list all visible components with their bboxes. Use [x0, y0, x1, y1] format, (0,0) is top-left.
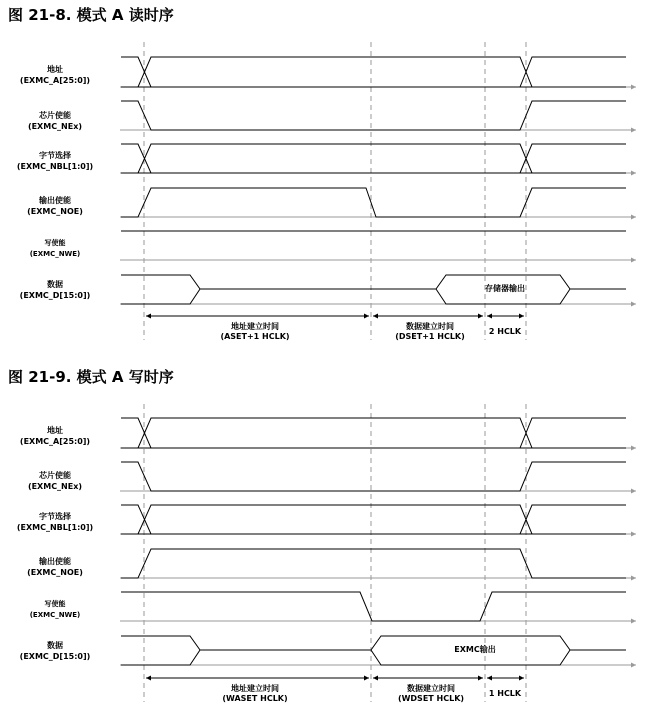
signal-name: 写使能	[44, 600, 66, 608]
signal-pin: (EXMC_NWE)	[29, 611, 81, 619]
signal-pin: (EXMC_D[15:0])	[19, 291, 91, 300]
timing-label-line: 数据建立时间	[407, 684, 455, 693]
waveform-byte-select	[121, 144, 626, 173]
signal-pin: (EXMC_NEx)	[27, 122, 83, 131]
baseline-arrows	[120, 448, 636, 665]
signal-pin: (EXMC_D[15:0])	[19, 652, 91, 661]
timing-label-line: 地址建立时间	[231, 322, 279, 331]
waveform-data	[121, 636, 626, 665]
waveform-chip-enable	[121, 101, 626, 130]
timing-label-hclk-1: 2 HCLK	[488, 327, 522, 336]
waveform-byte-select	[121, 505, 626, 534]
waveform-write-enable	[121, 592, 626, 621]
time-markers	[144, 404, 526, 702]
timing-label-line: (ASET+1 HCLK)	[220, 332, 290, 341]
timing-label-hclk-2: 1 HCLK	[488, 689, 522, 698]
waveform-address	[121, 57, 626, 87]
timing-label-line: (WASET HCLK)	[222, 694, 288, 703]
signal-pin: (EXMC_NOE)	[27, 207, 83, 216]
signal-pin: (EXMC_NOE)	[27, 568, 83, 577]
timing-label-line: 地址建立时间	[231, 684, 279, 693]
signal-pin: (EXMC_NWE)	[29, 250, 81, 258]
waveform-address	[121, 418, 626, 448]
signal-name: 芯片使能	[39, 471, 71, 480]
signal-name: 地址	[47, 65, 63, 74]
signal-name: 字节选择	[39, 151, 71, 160]
waveform-output-enable	[121, 188, 626, 217]
baseline-arrows	[120, 87, 636, 304]
signal-name: 输出使能	[39, 196, 71, 205]
signal-pin: (EXMC_A[25:0])	[19, 76, 91, 85]
timing-label-line: (DSET+1 HCLK)	[395, 332, 465, 341]
signal-pin: (EXMC_NBL[1:0])	[16, 162, 94, 171]
figure-1-title: 图 21-8. 模式 A 读时序	[8, 6, 174, 24]
signal-name: 地址	[47, 426, 63, 435]
signal-name: 数据	[47, 280, 63, 289]
signal-name: 数据	[47, 641, 63, 650]
signal-name: 写使能	[44, 239, 66, 247]
figure-2-waveforms	[120, 404, 636, 702]
figure-1-waveforms	[120, 42, 636, 340]
data-bus-label-1: 存储器输出	[485, 284, 525, 293]
signal-pin: (EXMC_A[25:0])	[19, 437, 91, 446]
figure-2-title: 图 21-9. 模式 A 写时序	[8, 368, 174, 386]
signal-name: 字节选择	[39, 512, 71, 521]
waveform-output-enable	[121, 549, 626, 578]
timing-label-line: 数据建立时间	[406, 322, 454, 331]
signal-name: 输出使能	[39, 557, 71, 566]
waveform-chip-enable	[121, 462, 626, 491]
data-bus-label-2: EXMC输出	[454, 645, 496, 654]
signal-pin: (EXMC_NBL[1:0])	[16, 523, 94, 532]
waveform-data	[121, 275, 626, 304]
timing-label-line: (WDSET HCLK)	[397, 694, 465, 703]
signal-name: 芯片使能	[39, 111, 71, 120]
signal-pin: (EXMC_NEx)	[27, 482, 83, 491]
